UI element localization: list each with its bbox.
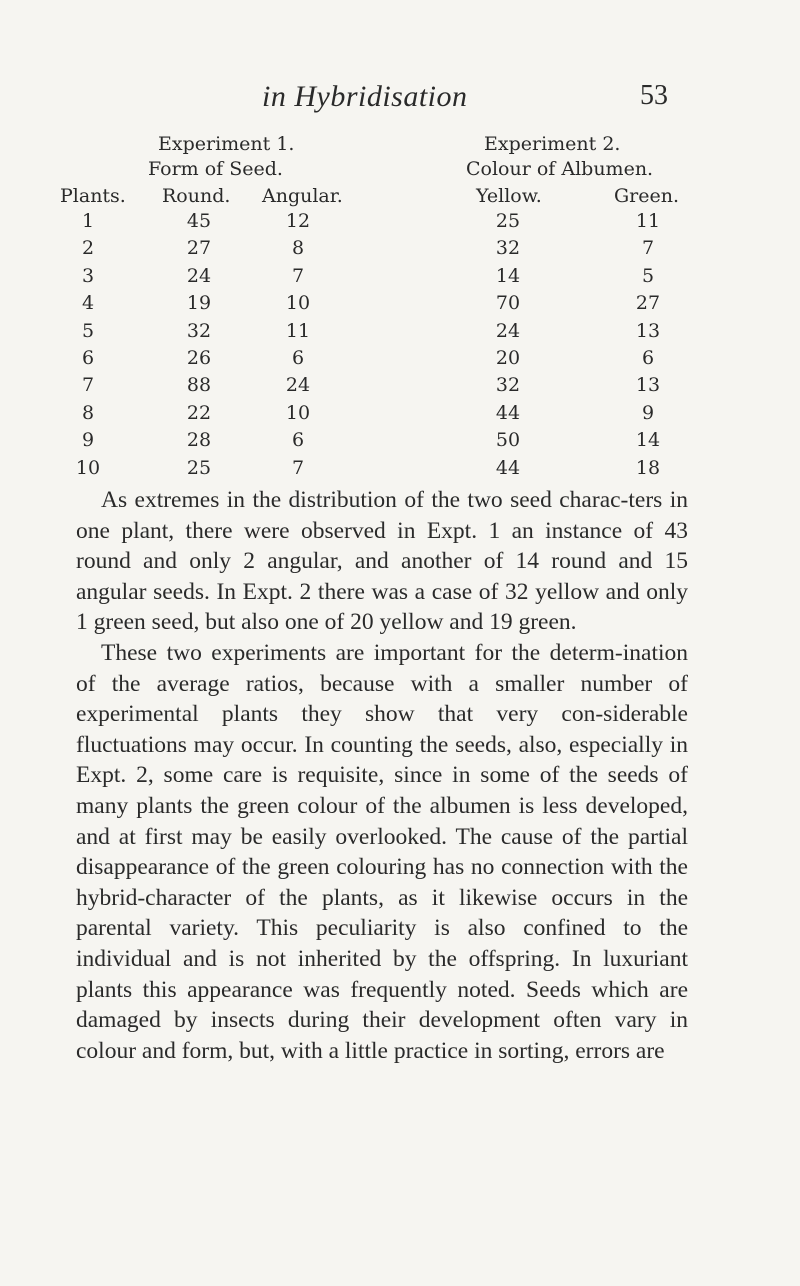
table-cell: 7 (81, 374, 95, 397)
table-cell: 13 (635, 319, 661, 342)
table-cell: 32 (495, 374, 521, 397)
body-text (76, 485, 688, 1066)
table-cell: 45 (186, 210, 212, 232)
table-cell: 24 (285, 374, 311, 397)
exp2-subtitle: Colour of Albumen. (466, 158, 654, 180)
table-cell: 44 (495, 401, 521, 424)
table-cell: 27 (186, 237, 212, 260)
running-title: in Hybridisation (262, 80, 468, 113)
table-cell: 5 (81, 319, 95, 342)
table-cell: 9 (641, 401, 655, 424)
column-header: Plants. (60, 185, 126, 207)
table-cell: 10 (285, 401, 311, 424)
paragraph: These two experiments are important for the determ-ination of the average ratios, because with a smaller number of experimental plants they show that very con-siderable fluctuations may occur. In counting the seeds, also, especially in Expt. 2, some care is requisite, since in some of the seeds of many plants the green colour of the albumen is less developed, and at first may be easily overlooked. The cause of the partial disappearance of the green colouring has no connection with the hybrid-character of the plants, as it likewise occurs in the parental variety. This peculiarity is also confined to the individual and is not inherited by the offspring. In luxuriant plants this appearance was frequently noted. Seeds which are damaged by insects during their development often vary in colour and form, but, with a little practice in sorting, errors are (76, 639, 688, 1064)
table-cell: 32 (186, 319, 212, 342)
table-cell: 6 (641, 347, 655, 369)
table-cell: 3 (81, 264, 95, 287)
table-cell: 9 (81, 429, 95, 452)
table-cell: 27 (635, 292, 661, 315)
table-cell: 7 (291, 456, 305, 479)
table-cell: 24 (186, 264, 212, 287)
column-header: Green. (614, 185, 680, 207)
exp1-subtitle: Form of Seed. (148, 158, 283, 180)
table-cell: 25 (186, 456, 212, 479)
table-cell: 8 (81, 401, 95, 424)
exp1-title: Experiment 1. (158, 133, 295, 155)
table-cell: 20 (495, 347, 521, 369)
exp2-title: Experiment 2. (484, 133, 621, 155)
table-cell: 32 (495, 237, 521, 260)
table-cell: 2 (81, 237, 95, 260)
running-head (0, 80, 800, 120)
table-cell: 1 (81, 210, 95, 232)
table-cell: 6 (291, 429, 305, 452)
table-cell: 18 (635, 456, 661, 479)
table-cell: 7 (641, 237, 655, 260)
paragraph: As extremes in the distribution of the two seed charac-ters in one plant, there were observed in Expt. 1 an instance of 43 round and only 2 angular, and another of 14 round and 15 angular seeds. In Expt. 2 there was a case of 32 yellow and only 1 green seed, but also one of 20 yellow and 19 green. (76, 487, 688, 636)
table-cell: 28 (186, 429, 212, 452)
column-header: Yellow. (476, 185, 542, 207)
table-cell: 10 (285, 292, 311, 315)
table-cell: 19 (186, 292, 212, 315)
table-cell: 11 (285, 319, 311, 342)
column-header: Round. (162, 185, 231, 207)
table-cell: 14 (495, 264, 521, 287)
table-cell: 88 (186, 374, 212, 397)
table-cell: 5 (641, 264, 655, 287)
column-header: Angular. (262, 185, 343, 207)
table-cell: 70 (495, 292, 521, 315)
page-number: 53 (640, 80, 668, 111)
table-cell: 14 (635, 429, 661, 452)
table-cell: 13 (635, 374, 661, 397)
table-cell: 4 (81, 292, 95, 315)
table-cell: 12 (285, 210, 311, 232)
table-cell: 22 (186, 401, 212, 424)
table-cell: 50 (495, 429, 521, 452)
table-cell: 8 (291, 237, 305, 260)
table-cell: 44 (495, 456, 521, 479)
table-cell: 26 (186, 347, 212, 369)
table-cell: 24 (495, 319, 521, 342)
table-cell: 11 (635, 210, 661, 232)
table-cell: 25 (495, 210, 521, 232)
table-cell: 10 (75, 456, 101, 479)
table-cell: 7 (291, 264, 305, 287)
table-cell: 6 (291, 347, 305, 369)
table-cell: 6 (81, 347, 95, 369)
